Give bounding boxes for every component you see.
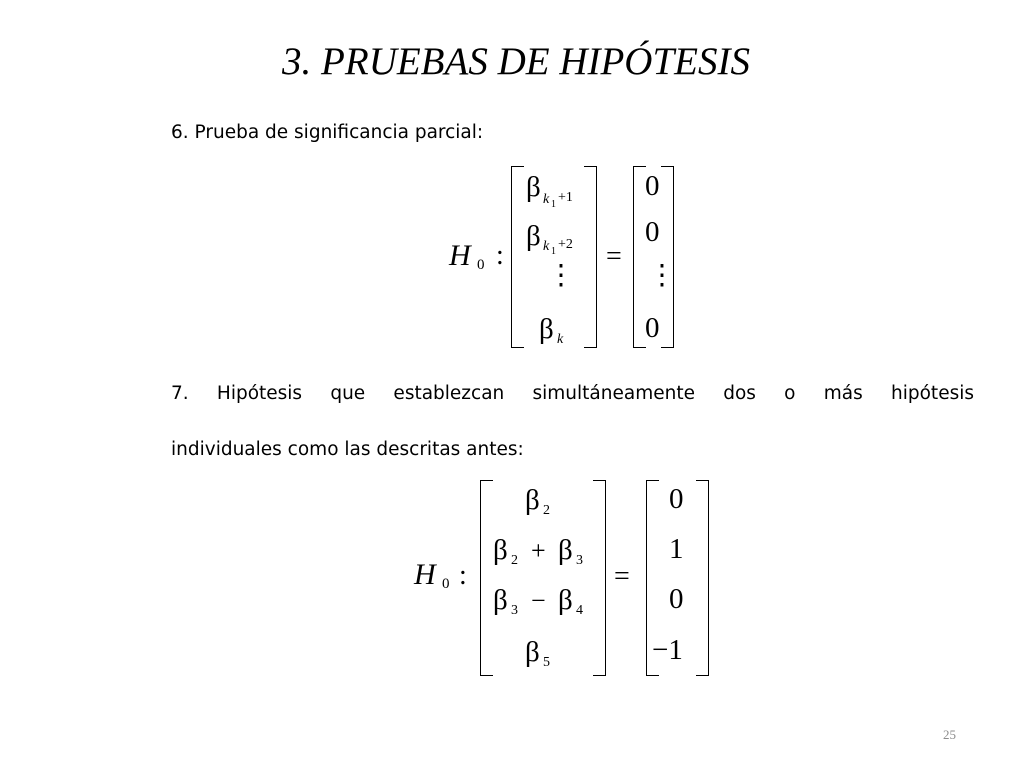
eq2-left-bracket-close [593,480,606,676]
eq1-h-subscript: 0 [477,257,485,273]
eq2-right-bracket-close [696,480,709,676]
eq1-sub-index-2: 1 [551,246,556,257]
eq1-rhs-2: 0 [645,216,660,248]
eq2-r3-beta2: β [558,584,573,616]
eq2-equals: = [614,561,630,592]
eq2-rhs-4: −1 [652,634,683,666]
slide-title: 3. PRUEBAS DE HIPÓTESIS [282,40,750,83]
eq1-equals: = [606,241,622,272]
eq2-rhs-1: 0 [669,483,684,515]
eq1-vdots-left: ⋮ [547,260,575,291]
eq2-r4-beta: β [525,636,540,668]
eq2-r1-beta: β [525,484,540,516]
eq1-left-bracket-close [584,166,597,348]
eq1-sub-k-1: k [543,192,550,207]
eq2-r2-beta1: β [493,534,508,566]
eq2-r3-sub2: 4 [576,603,583,618]
eq1-rhs-vdots: ⋮ [648,260,676,291]
eq2-r2-op: + [531,536,546,565]
eq1-beta-k: β [539,313,554,345]
eq1-rhs-1: 0 [645,170,660,202]
eq1-beta-1: β [526,171,541,203]
item-7-line-1: 7. Hipótesis que establezcan simultáneamente dos o más hipótesis [171,383,974,404]
item-6-text: 6. Prueba de significancia parcial: [171,122,484,143]
eq1-colon: : [496,240,504,271]
eq2-r3-sub1: 3 [511,603,518,618]
eq1-sub-tail-1: +1 [558,190,573,205]
eq1-right-bracket-close [661,166,674,348]
eq2-left-bracket-open [480,480,493,676]
eq2-colon: : [459,560,467,591]
eq2-r2-sub1: 2 [511,553,518,568]
eq1-sub-index-1: 1 [551,199,556,210]
eq1-sub-tail-2: +2 [558,237,573,252]
eq2-r1-sub: 2 [543,503,550,518]
page-number: 25 [943,727,956,742]
eq1-sub-k-2: k [543,239,550,254]
eq2-rhs-3: 0 [669,583,684,615]
eq2-r2-sub2: 3 [576,553,583,568]
eq2-r3-beta1: β [493,584,508,616]
eq2-r2-beta2: β [558,534,573,566]
eq2-h-subscript: 0 [442,576,450,592]
eq1-h-symbol: H [449,239,471,272]
eq2-h-symbol: H [414,558,436,591]
eq2-rhs-2: 1 [669,533,684,565]
eq1-rhs-4: 0 [645,312,660,344]
eq2-r4-sub: 5 [543,655,550,670]
eq1-beta-2: β [526,220,541,252]
eq1-left-bracket-open [511,166,524,348]
item-7-line-2: individuales como las descritas antes: [171,439,524,460]
eq1-sub-k-k: k [557,332,564,347]
eq2-r3-op: − [531,586,546,615]
